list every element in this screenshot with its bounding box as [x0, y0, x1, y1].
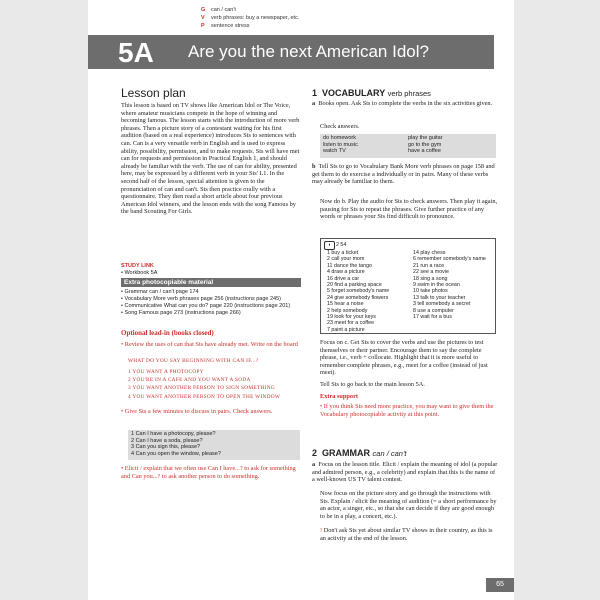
gvp-summary — [201, 6, 299, 30]
board-prompt: 2 YOU'RE IN A CAFE AND YOU WANT A SODA — [128, 377, 251, 384]
v-text: verb phrases: buy a newspaper, etc. — [211, 15, 300, 21]
audio-list-right — [413, 250, 495, 320]
list-item: 13 talk to your teacher — [413, 294, 466, 301]
list-item: 9 swim in the ocean — [413, 282, 460, 289]
study-link — [121, 263, 301, 277]
list-item: 5 forget somebody's name — [327, 288, 390, 295]
list-item: 18 sing a song — [413, 275, 448, 282]
board-prompts — [128, 368, 308, 401]
v-marker: V — [201, 15, 205, 21]
list-item: 2 help somebody — [327, 307, 368, 314]
list-item: 24 give somebody flowers — [327, 294, 389, 301]
audio-icon: ◗ — [324, 241, 335, 250]
vocab-c: Focus on c. Get Sts to cover the verbs and use the pictures to test themselves or their partner. Encourage them to say the complete phrase, i.e., verb + collocate. Highlight that it is more useful to remember complete phrases, e.g., meet for a coffee (instead of just meet). — [320, 339, 488, 377]
answer-line: do homework — [323, 135, 357, 141]
leadin-answers-box — [128, 430, 300, 460]
answer-line: listen to music — [323, 141, 358, 148]
list-item: 2 call your mom — [327, 256, 365, 263]
audio-box — [320, 238, 496, 334]
audio-list-left — [327, 250, 389, 333]
lesson-plan-heading: Lesson plan — [121, 86, 186, 100]
list-item: 4 draw a picture — [327, 269, 365, 276]
optional-leadin-heading: Optional lead-in (books closed) — [121, 329, 214, 337]
list-item: 10 take photos — [413, 288, 448, 295]
list-item: 15 hear a noise — [327, 301, 364, 308]
extra-support-text: • If you think Sts need more practice, you may want to give them the Vocabulary photocopiable activity at this point. — [320, 403, 494, 418]
vocab-back: Tell Sts to go back to the main lesson 5A. — [320, 381, 425, 388]
board-prompt: 4 YOU WANT ANOTHER PERSON TO OPEN THE WINDOW — [128, 393, 281, 400]
p-marker: P — [201, 23, 205, 29]
list-item: 16 drive a car — [327, 275, 360, 282]
list-item: 14 play chess — [413, 250, 446, 256]
answer-line: 4 Can you open the window, please? — [131, 450, 221, 457]
grammar-warning: ! Don't ask Sts yet about similar TV shows in their country, as this is an activity at the end of the lesson. — [320, 527, 493, 542]
grammar-a2: Now focus on the picture story and go through the instructions with Sts. Explain / elicit the meaning of audition (= a short performance by an actor, a singer, etc., so that she can decide if they are good enough to be in a play, a concert, etc.). — [320, 490, 497, 520]
list-item: 3 tell somebody a secret — [413, 301, 471, 308]
list-item: • Communicative What can you do? page 220 (instructions page 201) — [121, 303, 291, 309]
board-question: WHAT DO YOU SAY BEGINNING WITH CAN IF...? — [128, 358, 259, 364]
study-link-label: STUDY LINK — [121, 263, 154, 269]
vocab-check: Check answers. — [320, 123, 360, 130]
textbook-page — [88, 0, 514, 600]
list-item: 7 paint a picture — [327, 326, 365, 333]
list-item: 8 use a computer — [413, 307, 454, 314]
answer-line: play the guitar — [408, 135, 443, 141]
list-item: 23 meet for a coffee — [327, 320, 375, 327]
vocab-b2: Now do b. Play the audio for Sts to check answers. Then play it again, pausing for Sts to repeat the phrases. Give further practice of any words or phrases your Sts find difficult to pronounce. — [320, 198, 498, 221]
lesson-title: Are you the next American Idol? — [188, 42, 429, 61]
list-item: 19 look for your keys — [327, 314, 376, 321]
warning-icon: ! — [320, 527, 323, 534]
vocab-b: b Tell Sts to go to Vocabulary Bank More verb phrases on page 158 and get them to do exercise a individually or in pairs. Many of these verbs may already be familiar to them. — [312, 163, 495, 186]
study-link-item: • Workbook 5A — [121, 270, 158, 276]
grammar-a: a Focus on the lesson title. Elicit / explain the meaning of idol (a popular and admired person, e.g., a celebrity) and explain that this is the name of a well-known US TV talent contest. — [312, 461, 498, 484]
list-item: • Vocabulary More verb phrases page 256 (instructions page 245) — [121, 296, 282, 302]
board-prompt: 3 YOU WANT ANOTHER PERSON TO SIGN SOMETHING — [128, 385, 275, 392]
extra-support-heading: Extra support — [320, 393, 358, 400]
lesson-code: 5A — [118, 37, 154, 68]
g-text: can / can't — [211, 7, 236, 13]
optional-leadin-bullet-3: • Elicit / explain that we often use Can I have...? to ask for something and Can you...? to ask another person to do something. — [121, 465, 296, 480]
list-item: 20 find a parking space — [327, 282, 382, 289]
extra-photocopiable-list — [121, 289, 301, 317]
lesson-plan-body: This lesson is based on TV shows like American Idol or The Voice, where amateur musicians compete in the hope of winning and becoming famous. The lesson starts with the introduction of more verb phrases. Then a picture story of a contestant waiting for his first audition (based on a real experience) introduces Sts to sentences with can. Can is a very versatile verb in English and is used to express ability, possibility, permission, and to make requests. Sts will have met can for requests and permission in Practical English 1, and should already be familiar with the verb. The use of can for ability, presented here, may be expressed by a different verb in your Sts' L1. In the second half of the lesson, special attention is given to the pronunciation of can and can't. Sts then practice orally with a questionnaire. They then read a short article about four previous American Idol winners, and the lesson ends with the song Famous by the band Scouting For Girls. — [121, 102, 300, 216]
list-item: 11 dance the tango — [327, 262, 372, 269]
extra-photocopiable-heading: Extra photocopiable material — [121, 278, 301, 287]
vocab-a: a Books open. Ask Sts to complete the verbs in the six activities given. — [312, 100, 493, 107]
g-marker: G — [201, 7, 206, 13]
answer-line: 3 Can you sign this, please? — [131, 444, 201, 451]
audio-label: ◗ 2 54 — [324, 241, 346, 250]
p-text: sentence stress — [211, 23, 250, 29]
answer-line: watch TV — [323, 148, 346, 155]
lesson-banner — [88, 35, 494, 69]
answer-line: 1 Can I have a photocopy, please? — [131, 431, 216, 437]
vocab-answers-box — [320, 134, 496, 158]
optional-leadin-bullet-2: • Give Sts a few minutes to discuss in pairs. Check answers. — [121, 408, 273, 415]
list-item: 17 wait for a bus — [413, 314, 452, 321]
list-item: • Grammar can / can't page 174 — [121, 289, 199, 295]
list-item: • Song Famous page 273 (instructions page 266) — [121, 310, 241, 316]
list-item: 21 run a race — [413, 262, 445, 269]
grammar-section-heading: 2 GRAMMAR can / can't — [312, 448, 407, 458]
answer-line: go to the gym — [408, 141, 442, 148]
board-prompt: 1 YOU WANT A PHOTOCOPY — [128, 369, 204, 375]
answer-line: 2 Can I have a soda, please? — [131, 437, 203, 444]
list-item: 1 buy a ticket — [327, 250, 359, 256]
vocab-section-heading: 1 VOCABULARY verb phrases — [312, 88, 431, 98]
list-item: 6 remember somebody's name — [413, 256, 486, 263]
answer-line: have a coffee — [408, 148, 441, 155]
list-item: 22 see a movie — [413, 269, 449, 276]
page-number: 65 — [486, 578, 514, 592]
optional-leadin-bullet-1: • Review the uses of can that Sts have already met. Write on the board — [121, 341, 298, 348]
